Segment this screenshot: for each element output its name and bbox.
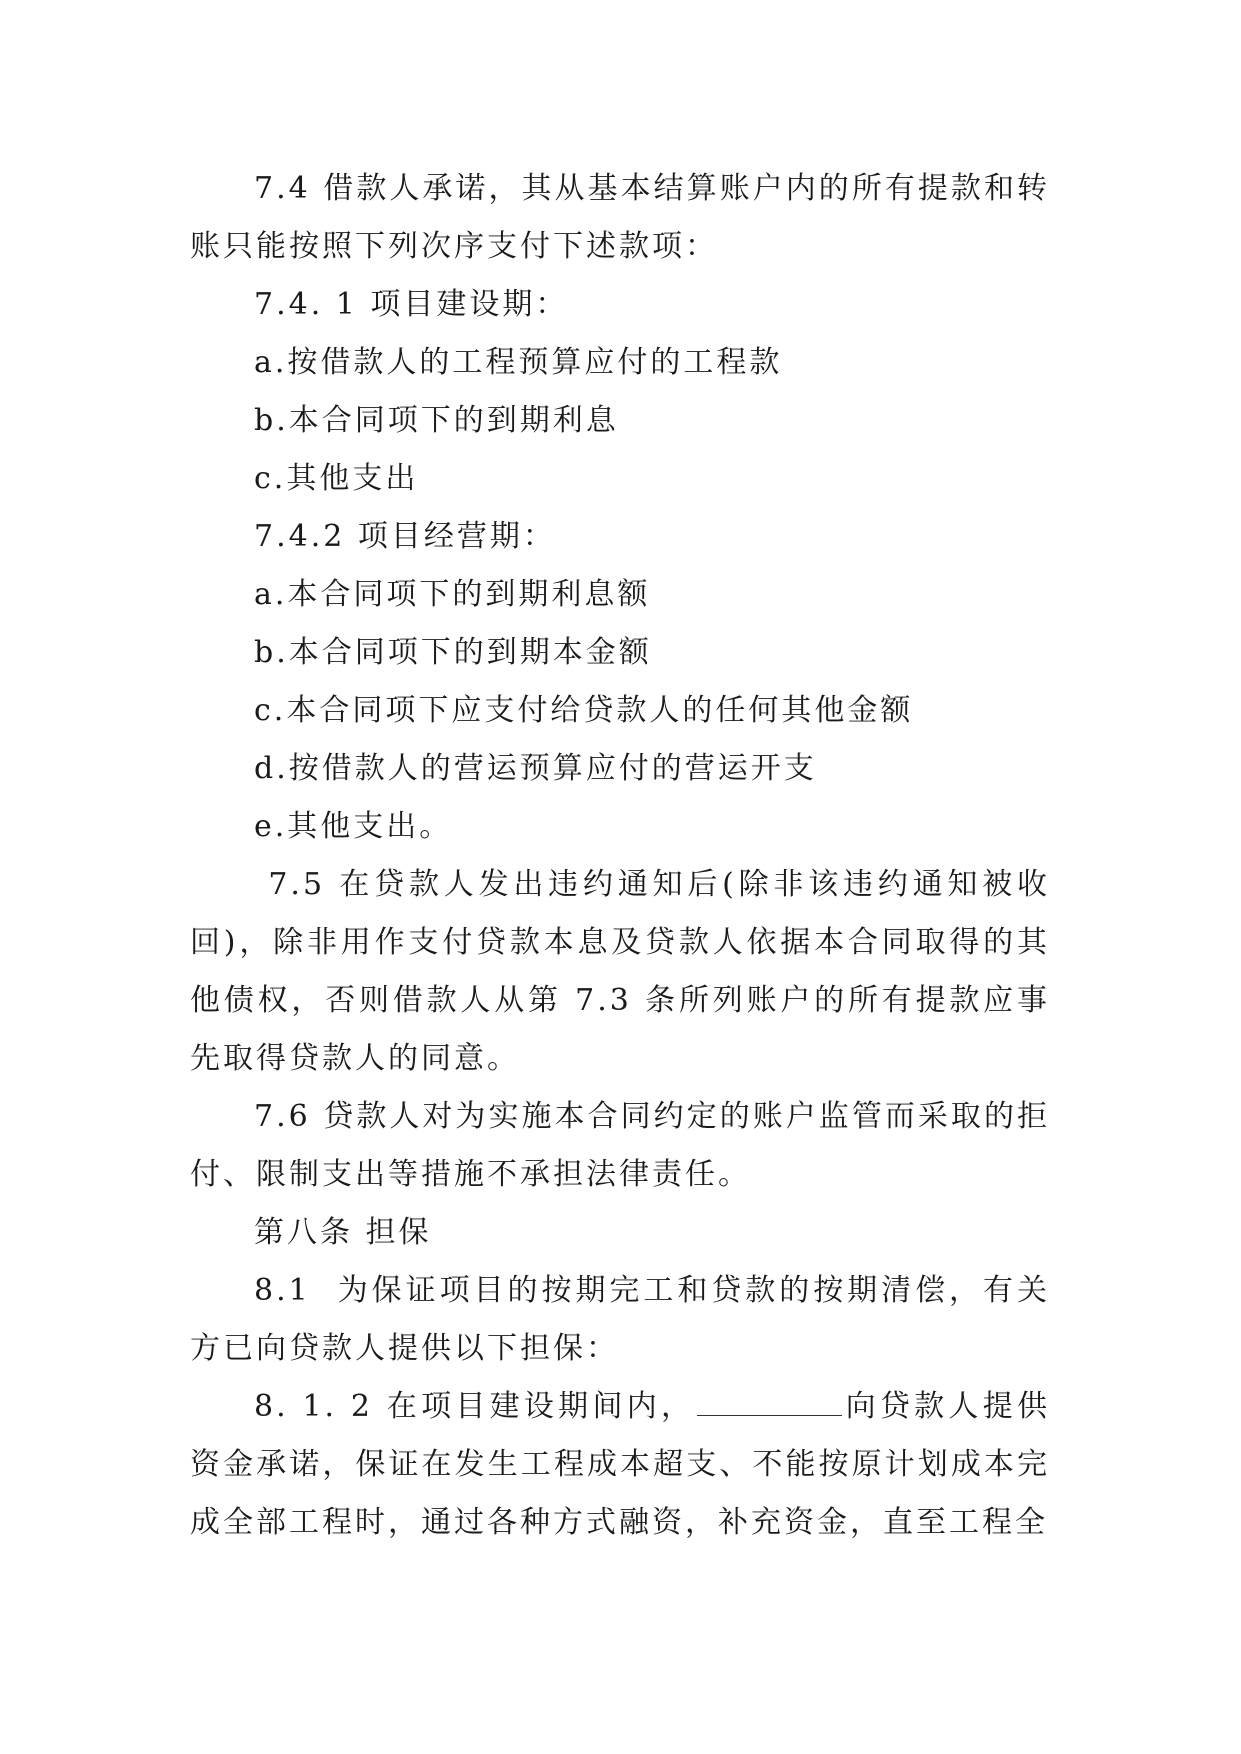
article-8-heading: 第八条 担保 bbox=[254, 1215, 432, 1250]
paragraph-7-4-2: 7.4.2 项目经营期： bbox=[254, 519, 556, 554]
document-body bbox=[190, 160, 1050, 1552]
list-item-7-4-2-c: c.本合同项下应支付给贷款人的任何其他金额 bbox=[254, 693, 914, 728]
list-item-7-4-2-d: d.按借款人的营运预算应付的营运开支 bbox=[254, 751, 817, 786]
paragraph-8-1-2-lead: 8. 1. 2 在项目建设期间内， bbox=[254, 1389, 696, 1424]
list-item-7-4-2-e: e.其他支出。 bbox=[254, 809, 453, 844]
list-item-7-4-1-b: b.本合同项下的到期利息 bbox=[254, 403, 619, 438]
paragraph-8-1-2 bbox=[190, 1378, 1050, 1552]
list-item-7-4-2-a: a.本合同项下的到期利息额 bbox=[254, 577, 651, 612]
paragraph-7-4-1: 7.4. 1 项目建设期： bbox=[254, 287, 569, 322]
paragraph-8-1: 8.1 为保证项目的按期完工和贷款的按期清偿，有关方已向贷款人提供以下担保： bbox=[190, 1273, 1050, 1366]
fill-in-blank-line bbox=[697, 1387, 842, 1416]
list-item-7-4-1-a: a.按借款人的工程预算应付的工程款 bbox=[254, 345, 783, 380]
paragraph-7-6: 7.6 贷款人对为实施本合同约定的账户监管而采取的拒付、限制支出等措施不承担法律责任。 bbox=[190, 1099, 1050, 1192]
paragraph-8-1-2-rest: 向贷款人提供资金承诺，保证在发生工程成本超支、不能按原计划成本完成全部工程时，通过各种方式融资，补充资金，直至工程全 bbox=[190, 1389, 1050, 1540]
list-item-7-4-2-b: b.本合同项下的到期本金额 bbox=[254, 635, 652, 670]
paragraph-7-5: 7.5 在贷款人发出违约通知后(除非该违约通知被收回)，除非用作支付贷款本息及贷款人依据本合同取得的其他债权，否则借款人从第 7.3 条所列账户的所有提款应事先取得贷款人的同意。 bbox=[190, 867, 1050, 1076]
list-item-7-4-1-c: c.其他支出 bbox=[254, 461, 419, 496]
paragraph-7-4: 7.4 借款人承诺，其从基本结算账户内的所有提款和转账只能按照下列次序支付下述款项： bbox=[190, 171, 1050, 264]
